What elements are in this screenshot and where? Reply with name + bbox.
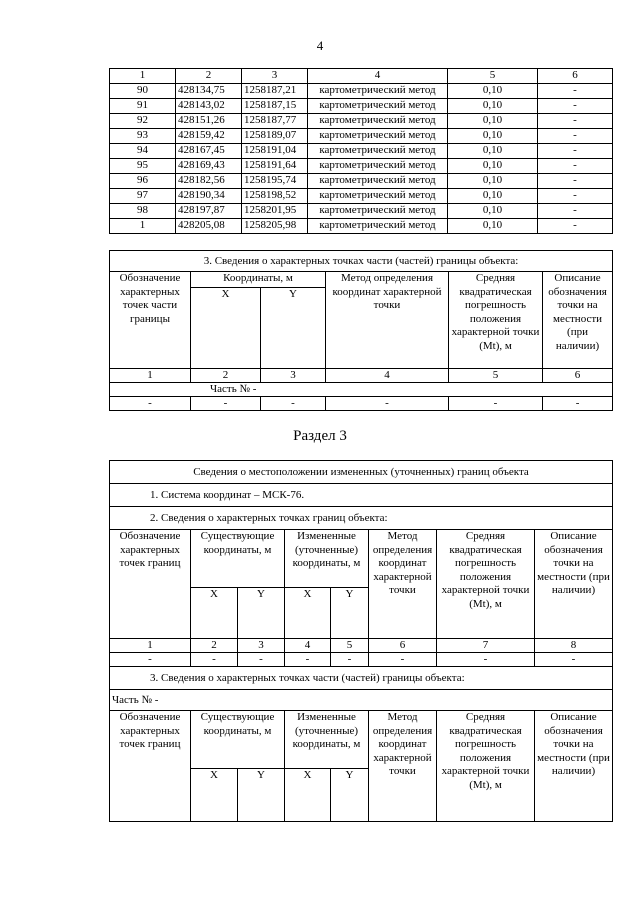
col-num: 6 (543, 369, 613, 383)
col-num: 7 (437, 639, 535, 653)
header-changed-coords: Измененные (уточненные) координаты, м (285, 530, 369, 588)
empty-cell: - (110, 397, 191, 411)
points-table (109, 68, 613, 234)
header-description: Описание обозначения точки на местности (при наличии) (535, 711, 613, 822)
empty-cell: - (369, 653, 437, 667)
part-points-title: 3. Сведения о характерных точках части (частей) границы объекта: (110, 251, 613, 272)
point-number: 90 (110, 84, 176, 99)
method: картометрический метод (308, 129, 448, 144)
col-num: 4 (285, 639, 331, 653)
header-changed-coords: Измененные (уточненные) координаты, м (285, 711, 369, 769)
coord-x: 428205,08 (176, 219, 242, 234)
point-number: 94 (110, 144, 176, 159)
empty-cell: - (326, 397, 449, 411)
header-description: Описание обозначения точки на местности (при наличии) (543, 272, 613, 369)
empty-cell: - (437, 653, 535, 667)
coord-y: 1258191,04 (242, 144, 308, 159)
coord-x: 428159,42 (176, 129, 242, 144)
method: картометрический метод (308, 189, 448, 204)
header-x: X (191, 288, 261, 369)
mt-value: 0,10 (448, 204, 538, 219)
point-number: 91 (110, 99, 176, 114)
description: - (538, 84, 613, 99)
empty-cell: - (543, 397, 613, 411)
mt-value: 0,10 (448, 144, 538, 159)
description: - (538, 129, 613, 144)
table-row (110, 99, 613, 114)
mt-value: 0,10 (448, 159, 538, 174)
col-num: 2 (191, 639, 238, 653)
description: - (538, 174, 613, 189)
header-changed-x: X (285, 588, 331, 639)
description: - (538, 204, 613, 219)
table-row (110, 219, 613, 234)
part-points-table (109, 250, 613, 411)
mt-value: 0,10 (448, 99, 538, 114)
points-table-body (110, 69, 613, 234)
empty-cell: - (191, 653, 238, 667)
col-num: 1 (110, 639, 191, 653)
col-num: 3 (238, 639, 285, 653)
header-changed-y: Y (331, 588, 369, 639)
method: картометрический метод (308, 144, 448, 159)
section-title: Раздел 3 (293, 428, 347, 444)
mt-value: 0,10 (448, 114, 538, 129)
table-row (110, 159, 613, 174)
header-method: Метод определения координат характерной точки (369, 711, 437, 822)
part-label: Часть № - (110, 383, 613, 397)
col-num: 3 (242, 69, 308, 84)
coord-y: 1258187,15 (242, 99, 308, 114)
mt-value: 0,10 (448, 129, 538, 144)
header-existing-coords: Существующие координаты, м (191, 711, 285, 769)
empty-cell: - (110, 653, 191, 667)
point-number: 97 (110, 189, 176, 204)
coord-x: 428167,45 (176, 144, 242, 159)
col-num: 4 (308, 69, 448, 84)
empty-cell: - (449, 397, 543, 411)
header-method: Метод определения координат характерной точки (369, 530, 437, 639)
col-num: 2 (191, 369, 261, 383)
header-y: Y (261, 288, 326, 369)
table-row (110, 144, 613, 159)
mt-value: 0,10 (448, 219, 538, 234)
method: картометрический метод (308, 159, 448, 174)
coord-y: 1258198,52 (242, 189, 308, 204)
coord-x: 428151,26 (176, 114, 242, 129)
header-mt: Средняя квадратическая погрешность положения характерной точки (Mt), м (437, 711, 535, 822)
point-number: 98 (110, 204, 176, 219)
method: картометрический метод (308, 204, 448, 219)
method: картометрический метод (308, 219, 448, 234)
method: картометрический метод (308, 114, 448, 129)
empty-cell: - (238, 653, 285, 667)
header-existing-x: X (191, 588, 238, 639)
point-number: 96 (110, 174, 176, 189)
empty-cell: - (261, 397, 326, 411)
header-coordinates: Координаты, м (191, 272, 326, 288)
table-row (110, 204, 613, 219)
header-existing-y: Y (238, 588, 285, 639)
point-number: 1 (110, 219, 176, 234)
header-existing-y: Y (238, 769, 285, 822)
empty-cell: - (285, 653, 331, 667)
description: - (538, 159, 613, 174)
header-existing-x: X (191, 769, 238, 822)
col-num: 3 (261, 369, 326, 383)
method: картометрический метод (308, 99, 448, 114)
table-row (110, 84, 613, 99)
empty-cell: - (331, 653, 369, 667)
method: картометрический метод (308, 174, 448, 189)
col-num: 5 (331, 639, 369, 653)
header-description: Описание обозначения точки на местности (при наличии) (535, 530, 613, 639)
mt-value: 0,10 (448, 189, 538, 204)
description: - (538, 99, 613, 114)
method: картометрический метод (308, 84, 448, 99)
header-designation: Обозначение характерных точек границ (110, 711, 191, 822)
coord-x: 428197,87 (176, 204, 242, 219)
description: - (538, 189, 613, 204)
description: - (538, 114, 613, 129)
mt-value: 0,10 (448, 84, 538, 99)
empty-cell: - (535, 653, 613, 667)
header-changed-x: X (285, 769, 331, 822)
coord-x: 428134,75 (176, 84, 242, 99)
parts-title: 3. Сведения о характерных точках части (частей) границы объекта: (110, 667, 613, 690)
section3-heading: Сведения о местоположении измененных (уточненных) границ объекта (110, 461, 613, 484)
coord-x: 428190,34 (176, 189, 242, 204)
coord-x: 428182,56 (176, 174, 242, 189)
section3-table (109, 460, 613, 822)
col-num: 5 (448, 69, 538, 84)
col-num: 1 (110, 69, 176, 84)
points-title: 2. Сведения о характерных точках границ объекта: (110, 507, 613, 530)
col-num: 8 (535, 639, 613, 653)
col-num: 5 (449, 369, 543, 383)
coord-y: 1258201,95 (242, 204, 308, 219)
coord-y: 1258189,07 (242, 129, 308, 144)
description: - (538, 219, 613, 234)
col-num: 1 (110, 369, 191, 383)
coord-x: 428143,02 (176, 99, 242, 114)
col-num: 6 (538, 69, 613, 84)
coord-y: 1258205,98 (242, 219, 308, 234)
coord-y: 1258195,74 (242, 174, 308, 189)
header-existing-coords: Существующие координаты, м (191, 530, 285, 588)
col-num: 4 (326, 369, 449, 383)
page-number: 4 (316, 38, 324, 53)
col-num: 2 (176, 69, 242, 84)
part-label: Часть № - (110, 690, 613, 711)
coord-x: 428169,43 (176, 159, 242, 174)
mt-value: 0,10 (448, 174, 538, 189)
header-mt: Средняя квадратическая погрешность положения характерной точки (Mt), м (449, 272, 543, 369)
table-row (110, 114, 613, 129)
coord-y: 1258187,77 (242, 114, 308, 129)
point-number: 92 (110, 114, 176, 129)
table-row (110, 129, 613, 144)
description: - (538, 144, 613, 159)
coordinate-system: 1. Система координат – МСК-76. (110, 484, 613, 507)
point-number: 95 (110, 159, 176, 174)
empty-cell: - (191, 397, 261, 411)
col-num: 6 (369, 639, 437, 653)
table-row (110, 189, 613, 204)
table-row (110, 174, 613, 189)
point-number: 93 (110, 129, 176, 144)
coord-y: 1258191,64 (242, 159, 308, 174)
header-mt: Средняя квадратическая погрешность положения характерной точки (Mt), м (437, 530, 535, 639)
column-number-row (110, 69, 613, 84)
coord-y: 1258187,21 (242, 84, 308, 99)
header-method: Метод определения координат характерной точки (326, 272, 449, 369)
header-designation: Обозначение характерных точек границ (110, 530, 191, 639)
header-designation: Обозначение характерных точек части границы (110, 272, 191, 369)
header-changed-y: Y (331, 769, 369, 822)
